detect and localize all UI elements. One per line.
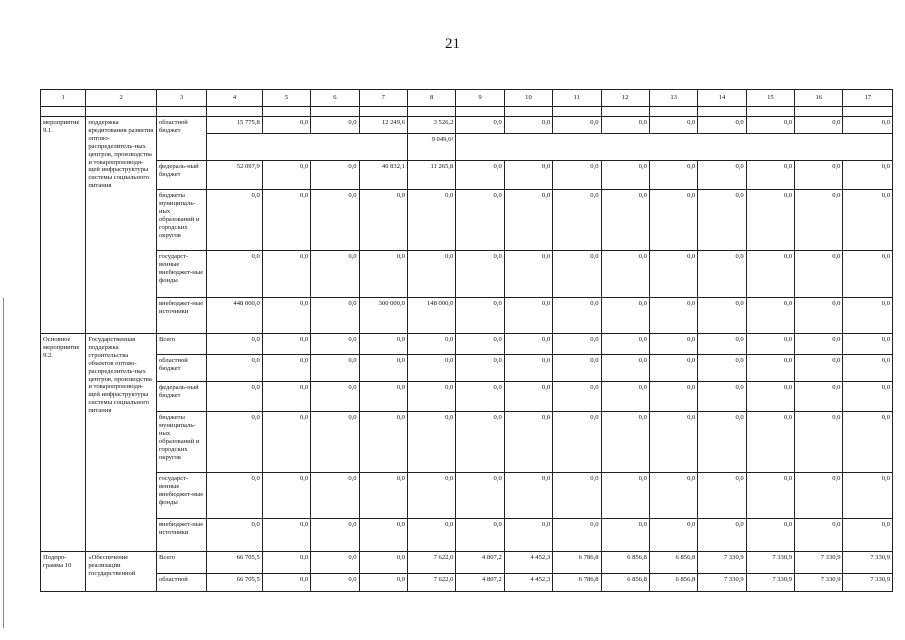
value-cell: 300 000,0 [359,298,407,334]
separator-cell [311,107,359,117]
value-cell: 0,0 [649,519,697,552]
column-header: 9 [456,90,504,107]
separator-cell [746,107,794,117]
value-cell: 0,0 [649,412,697,473]
value-cell: 0,0 [262,190,310,251]
column-header: 11 [553,90,601,107]
value-cell: 0,0 [359,382,407,412]
value-cell: 6 856,8 [649,552,697,574]
separator-cell [698,107,746,117]
value-cell: 0,0 [649,251,697,298]
measure-code: мероприятие 9.1. [41,117,86,334]
value-cell: 0,0 [207,382,262,412]
value-cell: 0,0 [311,412,359,473]
value-cell: 0,0 [359,190,407,251]
note-empty [456,134,893,161]
value-cell: 0,0 [504,473,552,519]
value-cell: 40 832,1 [359,161,407,190]
column-header: 6 [311,90,359,107]
value-cell: 0,0 [407,355,455,382]
value-cell: 0,0 [795,298,843,334]
value-cell: 0,0 [359,355,407,382]
value-cell: 0,0 [262,298,310,334]
value-cell: 0,0 [311,334,359,355]
separator-cell [504,107,552,117]
value-cell: 0,0 [649,117,697,134]
value-cell: 0,0 [601,161,649,190]
value-cell: 0,0 [553,473,601,519]
value-cell: 7 330,9 [746,574,794,592]
value-cell: 0,0 [746,298,794,334]
measure-title: «Обеспечение реализации государственной [86,552,157,592]
note-value: 9 049,6³ [407,134,455,161]
value-cell: 7 622,0 [407,574,455,592]
table-row [41,190,893,251]
separator-cell [649,107,697,117]
value-cell: 0,0 [407,334,455,355]
value-cell: 0,0 [207,355,262,382]
value-cell: 0,0 [795,355,843,382]
table-row [41,574,893,592]
note-empty [207,134,408,161]
value-cell: 0,0 [649,334,697,355]
value-cell: 0,0 [456,334,504,355]
value-cell: 0,0 [407,412,455,473]
separator-cell [795,107,843,117]
value-cell: 0,0 [746,519,794,552]
funding-source: государст-венные внебюджет-ные фонды [156,473,206,519]
value-cell: 0,0 [698,355,746,382]
value-cell: 0,0 [746,412,794,473]
value-cell: 0,0 [207,519,262,552]
value-cell: 0,0 [262,251,310,298]
value-cell: 0,0 [601,355,649,382]
value-cell: 0,0 [698,412,746,473]
scan-edge-line [3,298,4,628]
value-cell: 0,0 [649,355,697,382]
value-cell: 7 330,9 [746,552,794,574]
value-cell: 0,0 [207,251,262,298]
value-cell: 0,0 [698,190,746,251]
value-cell: 0,0 [407,251,455,298]
value-cell: 0,0 [311,519,359,552]
separator-cell [41,107,86,117]
value-cell: 148 000,0 [407,298,455,334]
column-header: 4 [207,90,262,107]
value-cell: 0,0 [746,251,794,298]
separator-cell [407,107,455,117]
value-cell: 0,0 [359,334,407,355]
separator-cell [86,107,157,117]
column-header: 3 [156,90,206,107]
value-cell: 0,0 [553,117,601,134]
value-cell: 6 856,8 [601,552,649,574]
value-cell: 0,0 [359,473,407,519]
separator-cell [156,107,206,117]
value-cell: 0,0 [795,412,843,473]
value-cell: 0,0 [311,355,359,382]
value-cell: 52 097,9 [207,161,262,190]
value-cell: 0,0 [262,552,310,574]
value-cell: 0,0 [311,251,359,298]
value-cell: 0,0 [456,412,504,473]
value-cell: 0,0 [456,298,504,334]
value-cell: 0,0 [504,251,552,298]
table-row [41,412,893,473]
page-number: 21 [445,36,460,52]
value-cell: 0,0 [311,161,359,190]
funding-source: федераль-ный бюджет [156,161,206,190]
value-cell: 0,0 [262,117,310,134]
value-cell: 0,0 [553,161,601,190]
value-cell: 0,0 [262,519,310,552]
value-cell: 0,0 [407,473,455,519]
column-header: 2 [86,90,157,107]
value-cell: 7 622,0 [407,552,455,574]
value-cell: 0,0 [359,519,407,552]
value-cell: 0,0 [843,355,893,382]
value-cell: 4 807,2 [456,552,504,574]
budget-table [40,89,893,592]
value-cell: 0,0 [311,552,359,574]
value-cell: 0,0 [746,473,794,519]
value-cell: 0,0 [698,251,746,298]
value-cell: 0,0 [207,190,262,251]
value-cell: 0,0 [601,519,649,552]
value-cell: 0,0 [407,382,455,412]
value-cell: 0,0 [843,190,893,251]
value-cell: 0,0 [504,298,552,334]
value-cell: 6 786,8 [553,574,601,592]
value-cell: 7 330,9 [795,574,843,592]
value-cell: 0,0 [746,161,794,190]
value-cell: 0,0 [843,382,893,412]
value-cell: 0,0 [311,117,359,134]
value-cell: 0,0 [553,382,601,412]
value-cell: 0,0 [207,473,262,519]
value-cell: 0,0 [698,473,746,519]
table-row [41,519,893,552]
funding-source: Всего [156,334,206,355]
value-cell: 0,0 [746,334,794,355]
value-cell: 0,0 [553,334,601,355]
separator-cell [456,107,504,117]
column-header: 10 [504,90,552,107]
value-cell: 0,0 [504,355,552,382]
column-header: 17 [843,90,893,107]
value-cell: 0,0 [262,355,310,382]
value-cell: 0,0 [601,251,649,298]
value-cell: 0,0 [456,519,504,552]
header-row [41,90,893,107]
measure-title: поддержка кредитования развития оптово-распределитель-ных центров, производства и товаропроизводя-щей инфраструктуры системы социального питания [86,117,157,334]
measure-title: Государственная поддержка строительства объектов оптово-распределитель-ных центров, производства и товаропроизводя-щей инфраструктуры системы социального питания [86,334,157,552]
funding-source: областной бюджет [156,355,206,382]
column-header: 5 [262,90,310,107]
value-cell: 0,0 [698,382,746,412]
value-cell: 0,0 [407,519,455,552]
value-cell: 0,0 [843,334,893,355]
value-cell: 0,0 [601,190,649,251]
column-header: 14 [698,90,746,107]
value-cell: 0,0 [504,412,552,473]
value-cell: 0,0 [207,334,262,355]
value-cell: 0,0 [359,412,407,473]
table-row [41,117,893,134]
value-cell: 0,0 [456,355,504,382]
value-cell: 0,0 [456,251,504,298]
value-cell: 0,0 [553,251,601,298]
value-cell: 0,0 [262,161,310,190]
column-header: 16 [795,90,843,107]
value-cell: 0,0 [553,355,601,382]
value-cell: 15 775,8 [207,117,262,134]
funding-source: областной [156,574,206,592]
value-cell: 0,0 [553,190,601,251]
column-header: 12 [601,90,649,107]
value-cell: 6 856,8 [601,574,649,592]
value-cell: 0,0 [601,298,649,334]
value-cell: 0,0 [262,382,310,412]
funding-source: федераль-ный бюджет [156,382,206,412]
value-cell: 0,0 [843,519,893,552]
column-header: 7 [359,90,407,107]
column-header: 15 [746,90,794,107]
value-cell: 66 705,5 [207,552,262,574]
value-cell: 11 265,8 [407,161,455,190]
value-cell: 0,0 [311,190,359,251]
value-cell: 0,0 [649,298,697,334]
separator-cell [262,107,310,117]
value-cell: 0,0 [311,382,359,412]
value-cell: 4 807,2 [456,574,504,592]
value-cell: 0,0 [207,412,262,473]
value-cell: 0,0 [553,298,601,334]
value-cell: 0,0 [843,473,893,519]
value-cell: 0,0 [843,412,893,473]
value-cell: 0,0 [843,298,893,334]
value-cell: 6 786,8 [553,552,601,574]
value-cell: 0,0 [649,161,697,190]
table-row [41,382,893,412]
value-cell: 0,0 [795,251,843,298]
value-cell: 66 705,5 [207,574,262,592]
value-cell: 0,0 [746,190,794,251]
value-cell: 0,0 [795,117,843,134]
table-row [41,334,893,355]
table-row [41,473,893,519]
value-cell: 0,0 [746,117,794,134]
value-cell: 0,0 [601,412,649,473]
value-cell: 0,0 [504,334,552,355]
value-cell: 0,0 [311,574,359,592]
value-cell: 0,0 [359,552,407,574]
column-header: 13 [649,90,697,107]
value-cell: 0,0 [456,190,504,251]
value-cell: 0,0 [456,161,504,190]
value-cell: 4 452,3 [504,574,552,592]
table-row [41,355,893,382]
value-cell: 0,0 [843,251,893,298]
value-cell: 0,0 [698,117,746,134]
separator-cell [601,107,649,117]
value-cell: 0,0 [795,334,843,355]
value-cell: 0,0 [262,574,310,592]
value-cell: 0,0 [456,117,504,134]
value-cell: 0,0 [843,117,893,134]
value-cell: 0,0 [843,161,893,190]
value-cell: 7 330,9 [843,574,893,592]
value-cell: 0,0 [262,412,310,473]
value-cell: 0,0 [795,190,843,251]
value-cell: 0,0 [795,161,843,190]
value-cell: 0,0 [698,161,746,190]
value-cell: 0,0 [649,382,697,412]
value-cell: 0,0 [553,519,601,552]
value-cell: 448 000,0 [207,298,262,334]
funding-source: Всего [156,552,206,574]
value-cell: 0,0 [456,382,504,412]
funding-source: областной бюджет [156,117,206,161]
table-row [41,161,893,190]
value-cell: 0,0 [698,334,746,355]
measure-code: Основное мероприятие 9.2. [41,334,86,552]
separator-cell [207,107,262,117]
value-cell: 0,0 [504,161,552,190]
value-cell: 12 249,6 [359,117,407,134]
value-cell: 0,0 [746,355,794,382]
value-cell: 0,0 [311,473,359,519]
value-cell: 0,0 [311,298,359,334]
value-cell: 3 526,2 [407,117,455,134]
separator-cell [553,107,601,117]
value-cell: 0,0 [504,519,552,552]
value-cell: 0,0 [262,473,310,519]
value-cell: 7 330,9 [698,574,746,592]
funding-source: бюджеты муниципаль-ных образований и городских округов [156,412,206,473]
value-cell: 0,0 [601,382,649,412]
value-cell: 0,0 [359,251,407,298]
value-cell: 0,0 [649,190,697,251]
value-cell: 0,0 [504,382,552,412]
table-row [41,298,893,334]
funding-source: внебюджет-ные источники [156,298,206,334]
funding-source: внебюджет-ные источники [156,519,206,552]
value-cell: 7 330,9 [795,552,843,574]
value-cell: 0,0 [504,190,552,251]
value-cell: 0,0 [601,334,649,355]
funding-source: бюджеты муниципаль-ных образований и городских округов [156,190,206,251]
value-cell: 0,0 [746,382,794,412]
value-cell: 0,0 [601,117,649,134]
value-cell: 0,0 [795,382,843,412]
value-cell: 0,0 [504,117,552,134]
header-separator [41,107,893,117]
value-cell: 0,0 [262,334,310,355]
value-cell: 7 330,9 [698,552,746,574]
value-cell: 0,0 [407,190,455,251]
column-header: 8 [407,90,455,107]
table-row [41,251,893,298]
value-cell: 0,0 [553,412,601,473]
value-cell: 0,0 [795,473,843,519]
value-cell: 6 856,8 [649,574,697,592]
separator-cell [359,107,407,117]
value-cell: 7 330,9 [843,552,893,574]
value-cell: 0,0 [601,473,649,519]
value-cell: 0,0 [456,473,504,519]
table-row [41,552,893,574]
separator-cell [843,107,893,117]
value-cell: 0,0 [698,519,746,552]
measure-code: Подпро-грамма 10 [41,552,86,592]
value-cell: 0,0 [795,519,843,552]
value-cell: 0,0 [359,574,407,592]
value-cell: 0,0 [649,473,697,519]
column-header: 1 [41,90,86,107]
value-cell: 4 452,3 [504,552,552,574]
funding-source: государст-венные внебюджет-ные фонды [156,251,206,298]
value-cell: 0,0 [698,298,746,334]
